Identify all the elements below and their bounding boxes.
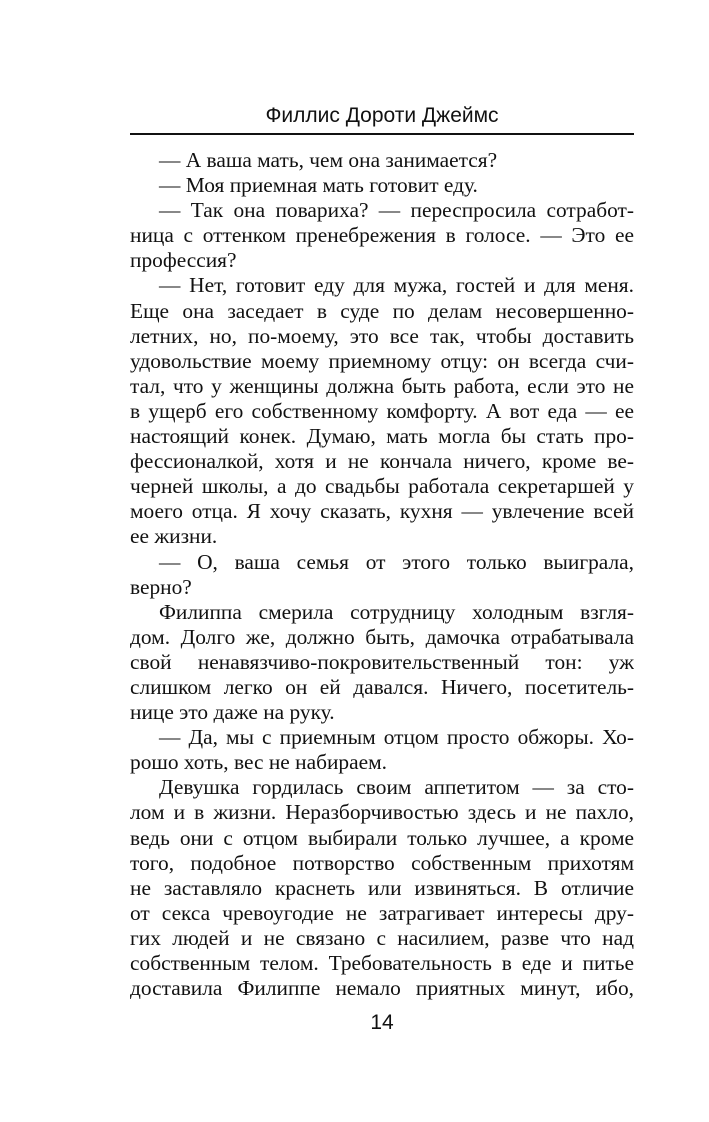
text-line: того, подобное потворство собственным прихотям: [130, 850, 634, 875]
body-text: [130, 148, 634, 1001]
text-line: гих людей и не связано с насилием, разве что над: [130, 925, 634, 950]
text-line: собственным телом. Требовательность в еде и питье: [130, 951, 634, 975]
text-line: — Нет, готовит еду для мужа, гостей и для меня.: [159, 273, 634, 298]
text-line: слишком легко он ей давался. Ничего, посетитель-: [130, 674, 634, 699]
text-line: лом и в жизни. Неразборчивостью здесь и не пахло,: [130, 800, 634, 825]
text-line: — Да, мы с приемным отцом просто обжоры. Хо-: [159, 725, 634, 750]
text-line: — Так она повариха? — переспросила сотработ-: [159, 198, 634, 223]
text-line: тал, что у женщины должна быть работа, если это не: [130, 373, 634, 398]
text-line: удовольствие моему приемному отцу: он всегда счи-: [130, 348, 634, 373]
text-line: черней школы, а до свадьбы работала секретаршей у: [130, 474, 634, 499]
text-line: доставила Филиппе немало приятных минут, ибо,: [130, 976, 634, 1001]
text-line: ница с оттенком пренебрежения в голосе. — Это ее: [130, 223, 634, 248]
text-line: Еще она заседает в суде по делам несовершенно-: [130, 298, 634, 323]
text-line: летних, но, по-моему, это все так, чтобы доставить: [130, 323, 634, 348]
text-line: рошо хоть, вес не набираем.: [130, 750, 387, 775]
text-line: верно?: [130, 574, 192, 599]
text-line: Филиппа смерила сотрудницу холодным взгля-: [159, 599, 634, 624]
text-line: профессия?: [130, 248, 237, 273]
text-line: в ущерб его собственному комфорту. А вот еда — ее: [130, 398, 634, 423]
text-line: — О, ваша семья от этого только выиграла,: [159, 549, 634, 574]
header-rule: [130, 133, 634, 135]
text-line: от секса чревоугодие не затрагивает интересы дру-: [130, 900, 634, 925]
text-line: не заставляло краснеть или извиняться. В отличие: [130, 875, 634, 900]
text-line: ее жизни.: [130, 524, 218, 549]
text-line: свой ненавязчиво-покровительственный тон: уж: [130, 649, 634, 674]
text-line: моего отца. Я хочу сказать, кухня — увлечение всей: [130, 499, 634, 524]
text-line: дом. Долго же, должно быть, дамочка отрабатывала: [130, 624, 634, 649]
text-line: — А ваша мать, чем она занимается?: [159, 148, 498, 172]
text-line: настоящий конек. Думаю, мать могла бы стать про-: [130, 424, 634, 449]
text-line: ведь они с отцом выбирали только лучшее, а кроме: [130, 825, 634, 850]
text-line: — Моя приемная мать готовит еду.: [159, 173, 478, 198]
page-number: 14: [370, 1011, 394, 1034]
text-line: Девушка гордилась своим аппетитом — за сто-: [159, 775, 634, 800]
running-head: Филлис Дороти Джеймс: [265, 104, 499, 127]
text-line: фессионалкой, хотя и не кончала ничего, кроме ве-: [130, 449, 634, 474]
text-line: нице это даже на руку.: [130, 700, 335, 725]
